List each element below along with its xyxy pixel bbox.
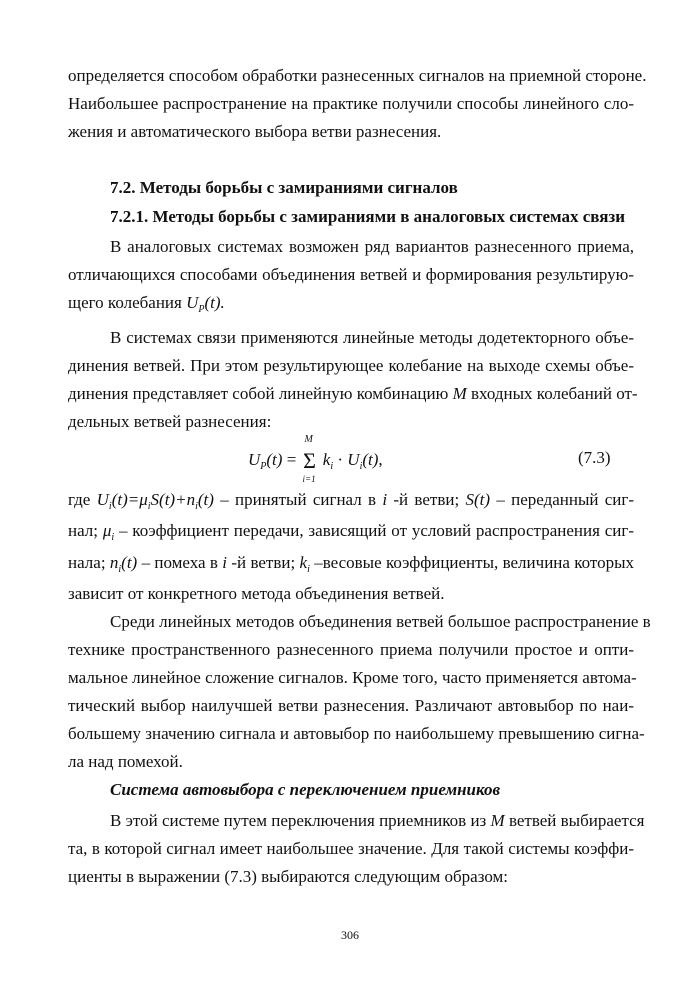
- text-line: Наибольшее распространение на практике получили способы линейного сло-: [68, 94, 634, 113]
- text-line: ла над помехой.: [68, 752, 183, 771]
- text-line: Среди линейных методов объединения ветвей большое распространение в: [110, 612, 651, 631]
- summation-symbol: M Σ i=1: [302, 434, 316, 484]
- formula-up-t: $U_P(t)$.: [186, 293, 225, 315]
- text-line-with-formula: нал; $\mu_i$ – коэффициент передачи, зависящий от условий распространения сиг-: [68, 521, 634, 543]
- text-line: циенты в выражении (7.3) выбираются следующим образом:: [68, 867, 508, 886]
- subsection-heading-italic: Система автовыбора с переключением приемников: [110, 780, 501, 799]
- equation-number: (7.3): [578, 448, 611, 467]
- text-line: та, в которой сигнал имеет наибольшее значение. Для такой системы коэффи-: [68, 839, 634, 858]
- text-line: дельных ветвей разнесения:: [68, 412, 272, 431]
- text-line: тический выбор наилучшей ветви разнесения. Различают автовыбор по наи-: [68, 696, 634, 715]
- page-number: 306: [341, 928, 359, 942]
- text-fragment: динения представляет собой линейную комбинацию: [68, 384, 449, 403]
- formula-m: M: [452, 384, 467, 403]
- text-line: динения ветвей. При этом результирующее колебание на выходе схемы объе-: [68, 356, 634, 375]
- text-line-with-formula: где $U_i(t)=\mu_iS(t)+n_i(t)$ – принятый сигнал в i -й ветви; S(t) – переданный сиг-: [68, 490, 635, 512]
- text-line-with-formula: нала; $n_i(t)$ – помеха в i -й ветви; $k_i$ –весовые коэффициенты, величина которых: [68, 553, 635, 575]
- text-line-with-formula: [68, 380, 638, 408]
- text-line: большему значению сигнала и автовыбор по наибольшему превышению сигна-: [68, 724, 645, 743]
- equation-7-3: [0, 434, 700, 488]
- text-line: определяется способом обработки разнесенных сигналов на приемной стороне.: [68, 66, 647, 85]
- text-line: В системах связи применяются линейные методы додетекторного объе-: [110, 328, 634, 347]
- text-line-with-formula: В этой системе путем переключения приемников из M ветвей выбирается: [110, 811, 645, 830]
- text-line: мальное линейное сложение сигналов. Кроме того, часто применяется автома-: [68, 668, 637, 687]
- text-line: зависит от конкретного метода объединения ветвей.: [68, 584, 445, 603]
- section-heading: 7.2. Методы борьбы с замираниями сигналов: [110, 178, 458, 197]
- text-line-with-formula: [68, 289, 634, 317]
- text-line: жения и автоматического выбора ветви разнесения.: [68, 122, 442, 141]
- text-line: отличающихся способами объединения ветвей и формирования результирую-: [68, 265, 634, 284]
- equation-body: $U_P(t)$ = M Σ i=1 $k_i \cdot U_i(t)$,: [248, 434, 383, 484]
- subsection-heading: 7.2.1. Методы борьбы с замираниями в аналоговых системах связи: [110, 207, 626, 226]
- text-fragment: входных колебаний от-: [470, 384, 638, 403]
- text-line: В аналоговых системах возможен ряд вариантов разнесенного приема,: [110, 237, 634, 256]
- text-line: технике пространственного разнесенного приема получили простое и опти-: [68, 640, 634, 659]
- text-fragment: щего колебания: [68, 293, 182, 312]
